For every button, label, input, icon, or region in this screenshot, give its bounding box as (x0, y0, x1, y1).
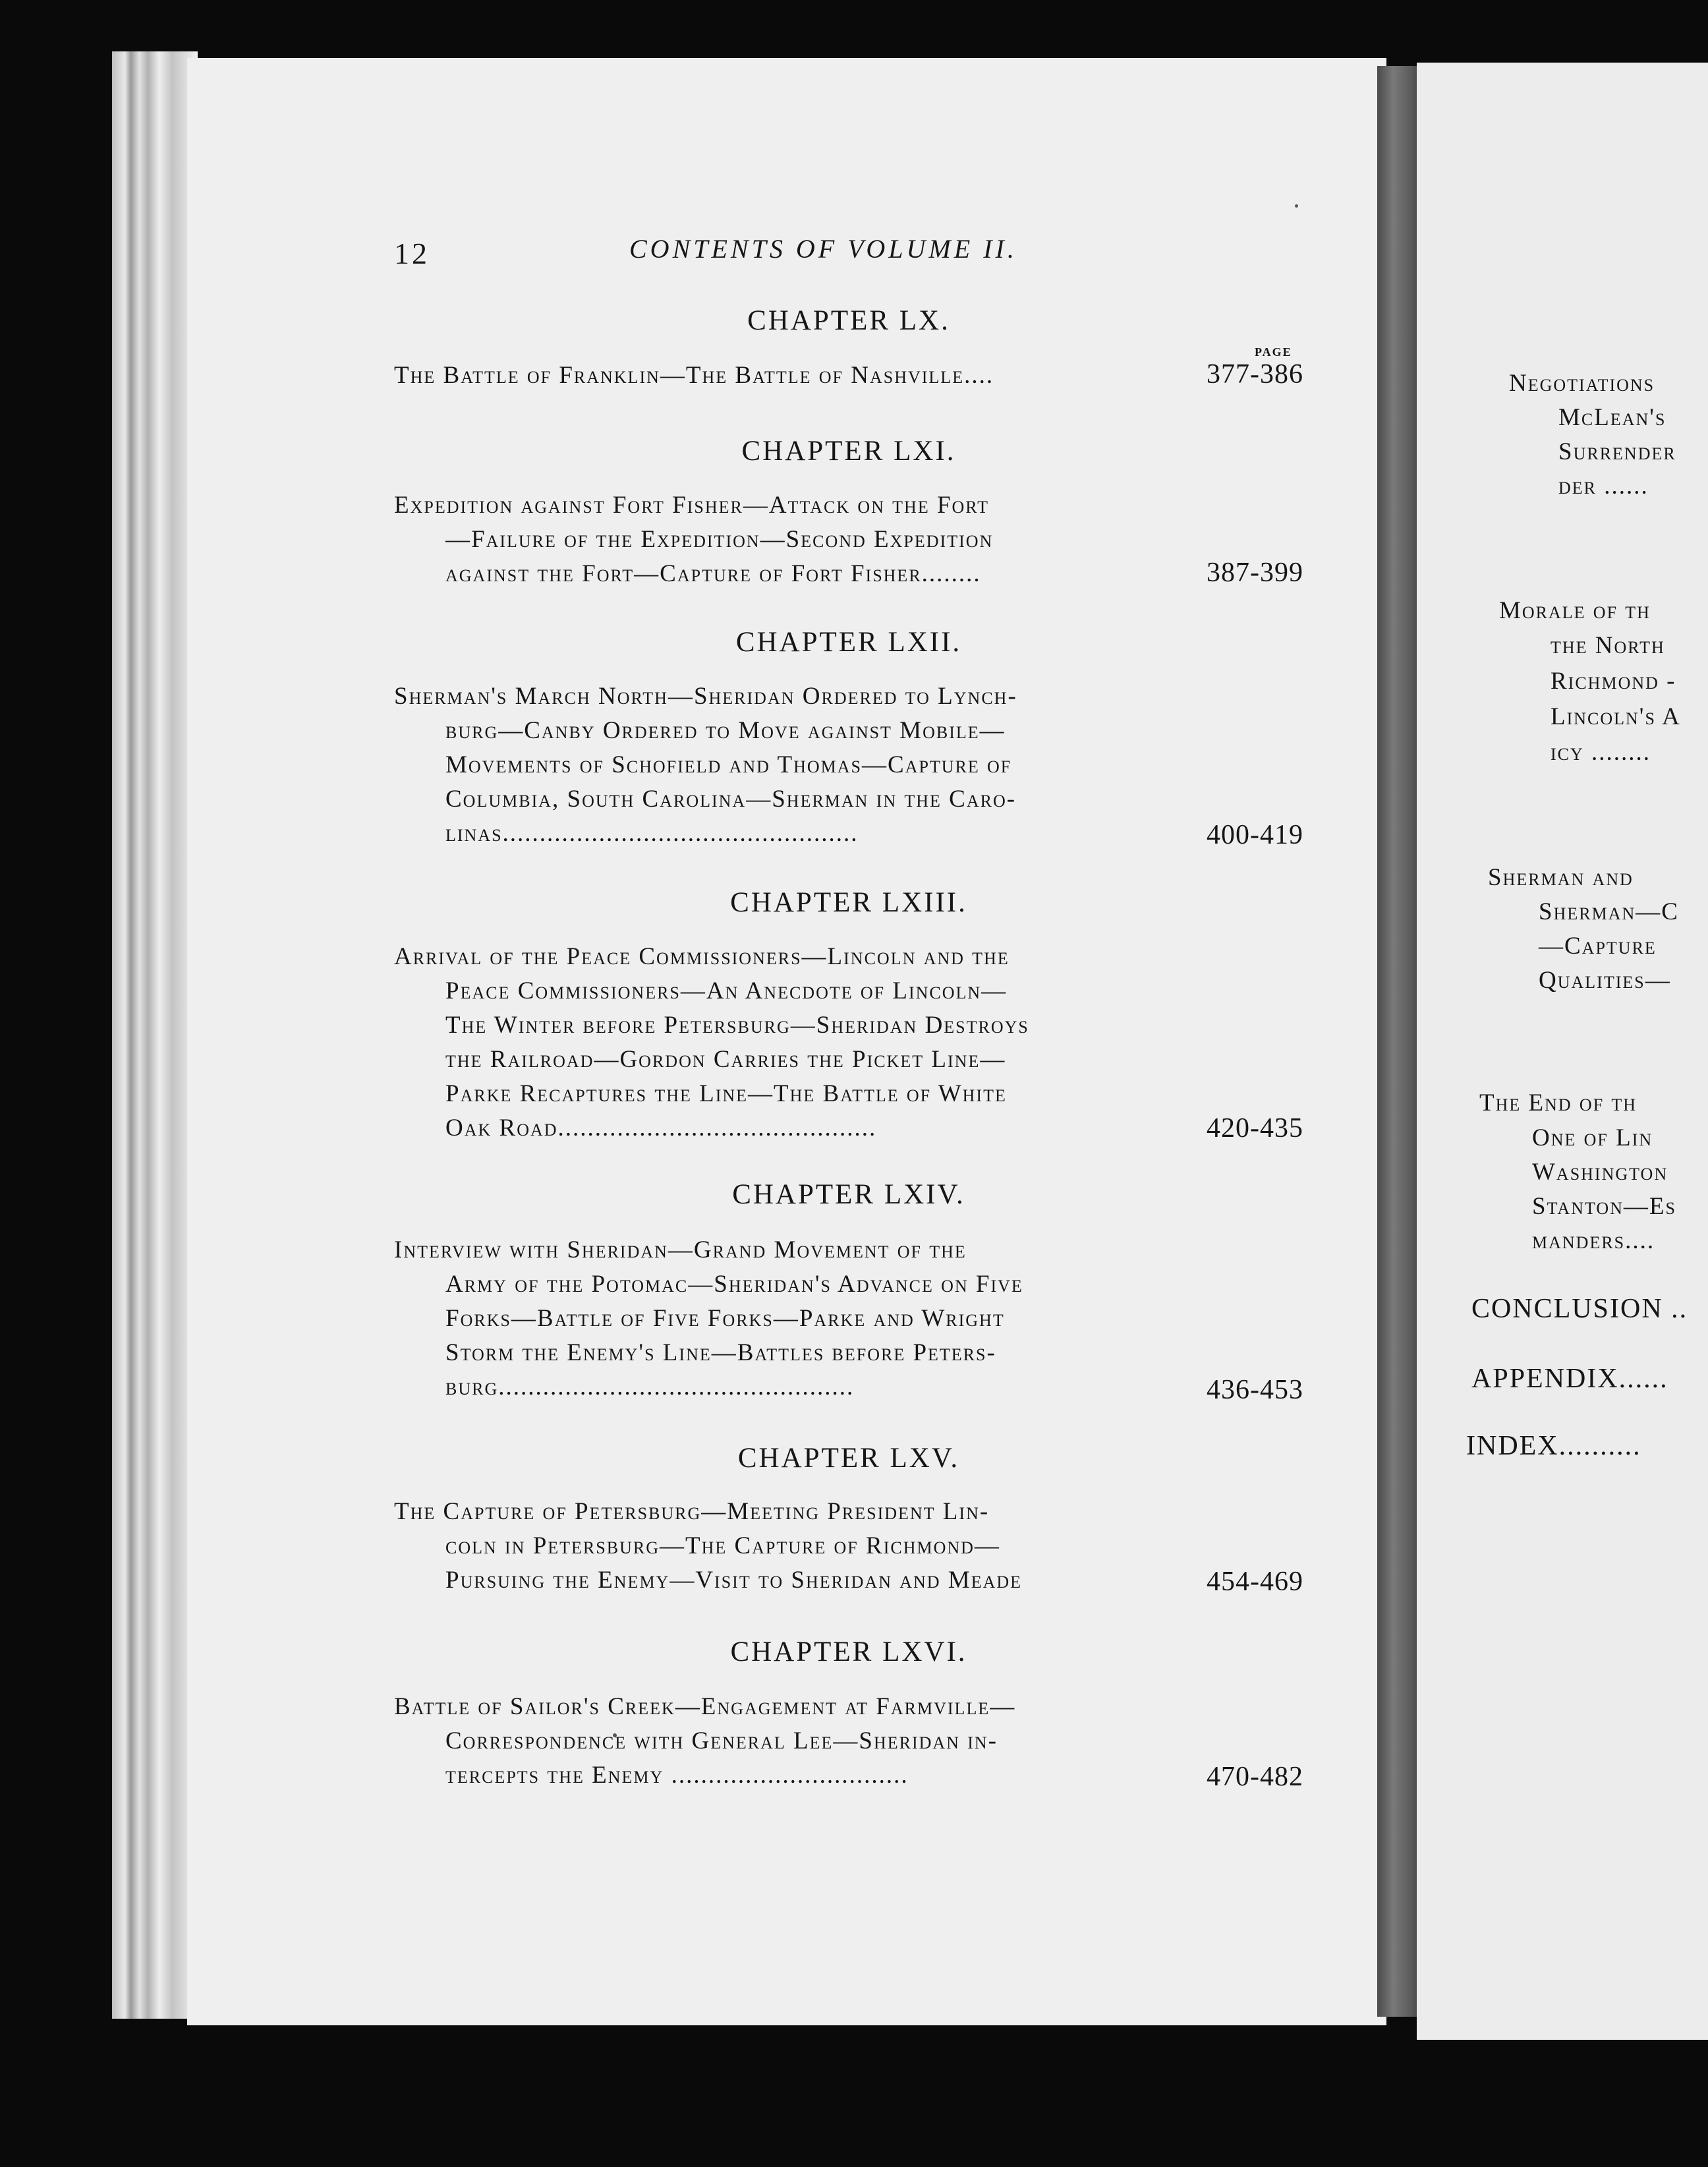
chapter-heading: CHAPTER LXVI. (730, 1636, 967, 1667)
entry-line: Peace Commissioners—An Anecdote of Lincoln— (445, 977, 1008, 1004)
page-range: 377-386 (1207, 359, 1303, 390)
entry-line: burg................................................ (445, 1373, 855, 1401)
entry-line: Battle of Sailor's Creek—Engagement at Farmville— (394, 1693, 1016, 1720)
entry-line: Interview with Sheridan—Grand Movement of the (394, 1236, 967, 1263)
entry-line: Correspondence with General Lee—Sheridan in- (445, 1727, 998, 1754)
entry-line: The Capture of Petersburg—Meeting President Lin- (394, 1498, 990, 1525)
entry-line: Arrival of the Peace Commissioners—Lincoln and the (394, 943, 1010, 970)
entry-line: Pursuing the Enemy—Visit to Sheridan and Meade (445, 1567, 1023, 1594)
entry-line: Oak Road........................................... (445, 1114, 877, 1141)
entry-line: against the Fort—Capture of Fort Fisher........ (445, 560, 981, 587)
chapter-heading: CHAPTER LXIV. (732, 1179, 965, 1210)
chapter-heading: CHAPTER LX. (747, 305, 950, 336)
entry-line: Sherman's March North—Sheridan Ordered to Lynch- (394, 683, 1017, 710)
page-range: 454-469 (1207, 1567, 1303, 1597)
page-range: 387-399 (1207, 558, 1303, 588)
entry-line: The Winter before Petersburg—Sheridan Destroys (445, 1012, 1029, 1039)
facing-line: CONCLUSION .. (1471, 1294, 1688, 1324)
facing-line: the North (1551, 632, 1665, 659)
running-title: CONTENTS OF VOLUME II. (629, 234, 1017, 264)
entry-line: linas................................................ (445, 820, 859, 847)
facing-line: INDEX.......... (1466, 1431, 1641, 1461)
facing-line: Sherman—C (1539, 898, 1679, 925)
entry-line: coln in Petersburg—The Capture of Richmond— (445, 1532, 1000, 1559)
facing-line: McLean's (1558, 404, 1666, 431)
page-column-label: PAGE (1255, 345, 1292, 359)
facing-line: Stanton—Es (1532, 1193, 1676, 1220)
facing-line: APPENDIX...... (1471, 1364, 1668, 1394)
page-range: 436-453 (1207, 1375, 1303, 1405)
facing-line: Sherman and (1488, 864, 1634, 891)
page-number: 12 (394, 237, 430, 270)
entry-line: Storm the Enemy's Line—Battles before Peters- (445, 1339, 996, 1366)
facing-line: Qualities— (1539, 967, 1671, 994)
chapter-heading: CHAPTER LXIII. (730, 887, 967, 918)
facing-line: Lincoln's A (1551, 703, 1681, 730)
entry-line: burg—Canby Ordered to Move against Mobile— (445, 717, 1006, 744)
book-page-edges (112, 51, 198, 2019)
facing-line: icy ........ (1551, 739, 1651, 766)
facing-line: der ...... (1558, 473, 1649, 500)
page-range: 470-482 (1207, 1762, 1303, 1792)
facing-line: Richmond - (1551, 668, 1676, 695)
entry-line: the Railroad—Gordon Carries the Picket Line— (445, 1046, 1006, 1073)
facing-line: The End of th (1479, 1089, 1637, 1116)
page-range: 420-435 (1207, 1113, 1303, 1143)
entry-line: Columbia, South Carolina—Sherman in the Caro- (445, 786, 1017, 813)
facing-line: manders.... (1532, 1227, 1655, 1254)
entry-line: —Failure of the Expedition—Second Expedition (445, 526, 994, 553)
entry-line: tercepts the Enemy ................................ (445, 1762, 909, 1789)
entry-line: Army of the Potomac—Sheridan's Advance on Five (445, 1271, 1023, 1298)
chapter-heading: CHAPTER LXV. (737, 1443, 960, 1474)
page-speck (1295, 204, 1298, 208)
facing-line: Morale of th (1499, 597, 1651, 624)
chapter-heading: CHAPTER LXII. (735, 627, 962, 658)
facing-line: Washington (1532, 1159, 1668, 1186)
facing-line: —Capture (1539, 933, 1657, 960)
right-page (1417, 63, 1708, 2040)
chapter-heading: CHAPTER LXI. (741, 436, 956, 467)
entry-line: Expedition against Fort Fisher—Attack on the Fort (394, 492, 989, 519)
facing-line: Negotiations (1509, 370, 1655, 397)
entry-line: The Battle of Franklin—The Battle of Nashville.... (394, 362, 994, 389)
facing-line: Surrender (1558, 438, 1676, 465)
entry-line: Forks—Battle of Five Forks—Parke and Wright (445, 1305, 1005, 1332)
entry-line: Movements of Schofield and Thomas—Capture of (445, 751, 1012, 778)
entry-line: Parke Recaptures the Line—The Battle of White (445, 1080, 1007, 1107)
facing-line: One of Lin (1532, 1124, 1653, 1151)
page-range: 400-419 (1207, 820, 1303, 850)
